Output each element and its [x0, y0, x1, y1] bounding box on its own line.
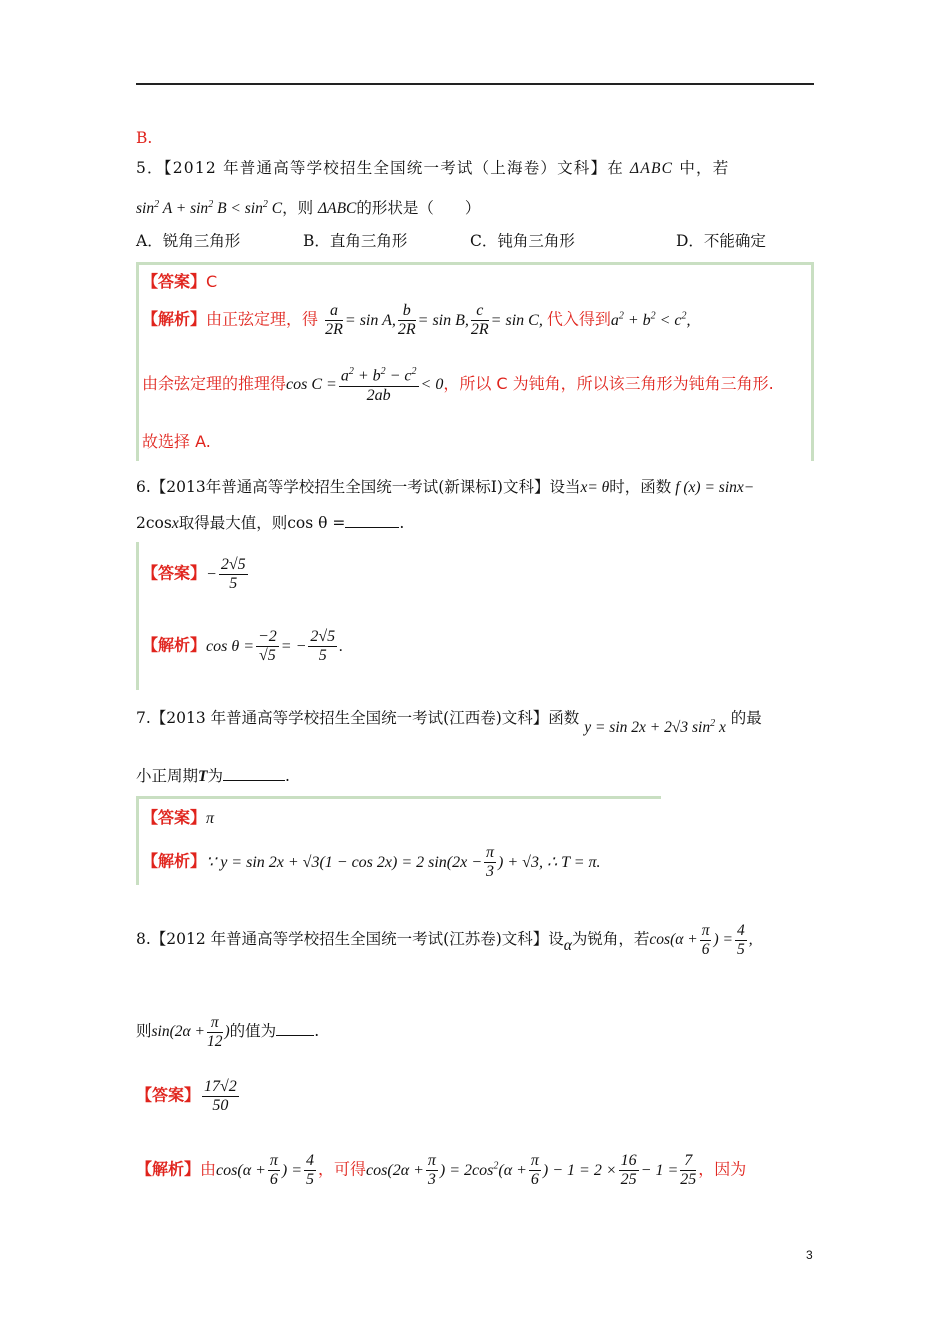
q6-stem-text4: 取得最大值，则cos θ =: [178, 514, 346, 532]
q8-analysis-text2: ，可得: [318, 1159, 367, 1179]
q7-blank: [223, 766, 285, 781]
q8-analysis-text3: ，因为: [698, 1159, 747, 1179]
q6-blank: [345, 513, 399, 528]
q8-alpha: α: [563, 936, 572, 954]
q7-stem-line2: 小正周期T为 .: [136, 767, 290, 785]
q6-stem-text2: 时，函数: [609, 478, 672, 496]
q6-theta: x= θ: [580, 479, 610, 496]
q5-option-b: B．直角三角形: [303, 232, 408, 250]
q8-stem-text3: 则: [136, 1021, 152, 1040]
q7-stem-text3: 小正周期: [136, 767, 199, 785]
q5-option-d: D．不能确定: [676, 232, 766, 250]
q8-blank: [276, 1021, 314, 1036]
q6-answer-label: 【答案】: [142, 563, 207, 583]
q8-target-expression: sin(2α + $\frac{\pi}{12}$ ): [151, 1014, 230, 1050]
q5-option-a: A．锐角三角形: [136, 232, 241, 250]
q6-answer-box: [136, 542, 139, 690]
q7-answer-label: 【答案】: [142, 808, 207, 827]
previous-answer: B.: [136, 129, 153, 147]
q5-stem-line1: [136, 158, 729, 179]
q5-cosine-formula: cos C = $\frac{a^2 + b^2 - c^2}{2ab}$ < 0: [286, 366, 444, 404]
q6-stem-text1: 6.【2013年普通高等学校招生全国统一考试(新课标Ⅰ)文科】设当: [136, 478, 581, 496]
q8-analysis-formula1: cos(α + $\frac{\pi}{6}$ ) = $\frac{4}{5}$: [216, 1152, 315, 1189]
q6-analysis-label: 【解析】: [142, 635, 207, 655]
q6-stem-line1: [136, 477, 754, 498]
q8-answer: [136, 1078, 241, 1116]
q5-sine-law-formula: $\frac{a}{2R}$ = sin A, $\frac{b}{2R}$ = sin B, $\frac{c}{2R}$ = sin C,: [325, 302, 547, 339]
q8-analysis-label: 【解析】: [136, 1159, 201, 1179]
q6-answer: [142, 556, 250, 594]
q8-analysis-formula2: cos(2α + $\frac{\pi}{3}$ ) = $2\cos^2(\alpha$ + $\frac{\pi}{6}$ ) − 1 = 2 × $\frac{16}{25}$ − 1 = $\frac{7}{25}$: [366, 1152, 697, 1189]
q7-period-var: T: [198, 768, 208, 785]
q5-options: [136, 231, 816, 253]
q5-stem-text4: 的形状是（ ）: [356, 199, 481, 218]
q6-stem-text3: 2cos: [136, 514, 172, 532]
q5-inequality: $a^2 + b^2 < c^2$,: [610, 310, 691, 329]
q5-answer: [142, 272, 217, 293]
q5-number: 5．: [136, 159, 164, 177]
q5-condition: $\sin^2 A + \sin^2 B < \sin^2 C$: [136, 199, 283, 218]
q8-answer-value: $\frac{17√2}{50}$: [204, 1078, 237, 1115]
q5-analysis-text3: 由余弦定理的推理得: [142, 374, 287, 394]
q6-answer-value: − $\frac{2√5}{5}$: [206, 556, 246, 593]
q5-analysis-text4: ，所以 C 为钝角，所以该三角形为钝角三角形.: [443, 374, 774, 394]
q8-stem-text1: 8.【2012 年普通高等学校招生全国统一考试(江苏卷)文科】设: [136, 929, 564, 948]
q8-stem-text4: 的值为: [229, 1021, 277, 1040]
q7-answer: [142, 808, 214, 830]
q5-answer-value: C: [206, 272, 218, 291]
q7-analysis-label: 【解析】: [142, 851, 207, 871]
q7-answer-value: π: [206, 810, 215, 827]
q5-answer-box: [136, 262, 814, 461]
q5-stem-line2: [136, 198, 480, 219]
q7-analysis: [142, 844, 601, 882]
q5-triangle-2: ΔABC: [318, 200, 357, 218]
q5-stem-text2: 中，若: [679, 159, 730, 177]
q8-answer-label: 【答案】: [136, 1085, 201, 1105]
page-number: 3: [806, 1248, 813, 1262]
q6-function: f (x) = sinx−: [671, 479, 755, 496]
q5-analysis-text1: 由正弦定理，得: [206, 309, 319, 329]
q5-stem-text3: ，则: [282, 199, 314, 218]
q5-analysis-label: 【解析】: [142, 309, 207, 329]
q7-stem-text2: 的最: [730, 709, 762, 728]
q7-stem-line1: [136, 708, 762, 737]
q8-stem-text2: 为锐角，若: [571, 929, 650, 948]
q5-analysis-line3: 故选择 A.: [142, 432, 211, 451]
q7-stem-text1: 7.【2013 年普通高等学校招生全国统一考试(江西卷)文科】函数: [136, 709, 580, 728]
q6-var-x: x: [171, 515, 179, 532]
q6-stem-line2: 2cosx取得最大值，则cos θ = .: [136, 514, 405, 532]
q8-analysis-text1: 由: [200, 1159, 217, 1179]
q5-triangle: ΔABC: [630, 160, 674, 177]
header-rule: [136, 83, 814, 85]
q5-option-c: C．钝角三角形: [470, 232, 575, 250]
q6-analysis: [142, 628, 343, 666]
q8-stem-line1: [136, 922, 753, 959]
q8-condition: cos(α + $\frac{\pi}{6}$ ) = $\frac{4}{5}$ ,: [649, 922, 753, 958]
q5-analysis-text2: 代入得到: [546, 309, 611, 329]
q5-source: 【2012 年普通高等学校招生全国统一考试（上海卷）文科】: [163, 159, 608, 177]
q7-analysis-formula: ∵ y = sin 2x + √3(1 − cos 2x) = 2 sin(2x − $\frac{\pi}{3}$ ) + √3, ∴ T = π.: [206, 844, 601, 881]
q5-analysis-line1: [142, 302, 691, 340]
q5-analysis-line2: [142, 366, 774, 405]
q7-function: y = sin 2x + 2√3 $\sin^2 x$: [584, 718, 726, 737]
q5-answer-label: 【答案】: [142, 272, 207, 291]
q7-stem-text4: 为: [207, 767, 223, 785]
q8-stem-line2: 则sin(2α + $\frac{\pi}{12}$ )的值为 .: [136, 1014, 320, 1050]
q5-stem-text: 在: [607, 159, 624, 177]
q8-analysis: [136, 1152, 746, 1190]
q6-analysis-formula: cos θ = $\frac{-2}{√5}$ = − $\frac{2√5}{5}$ .: [206, 628, 344, 665]
